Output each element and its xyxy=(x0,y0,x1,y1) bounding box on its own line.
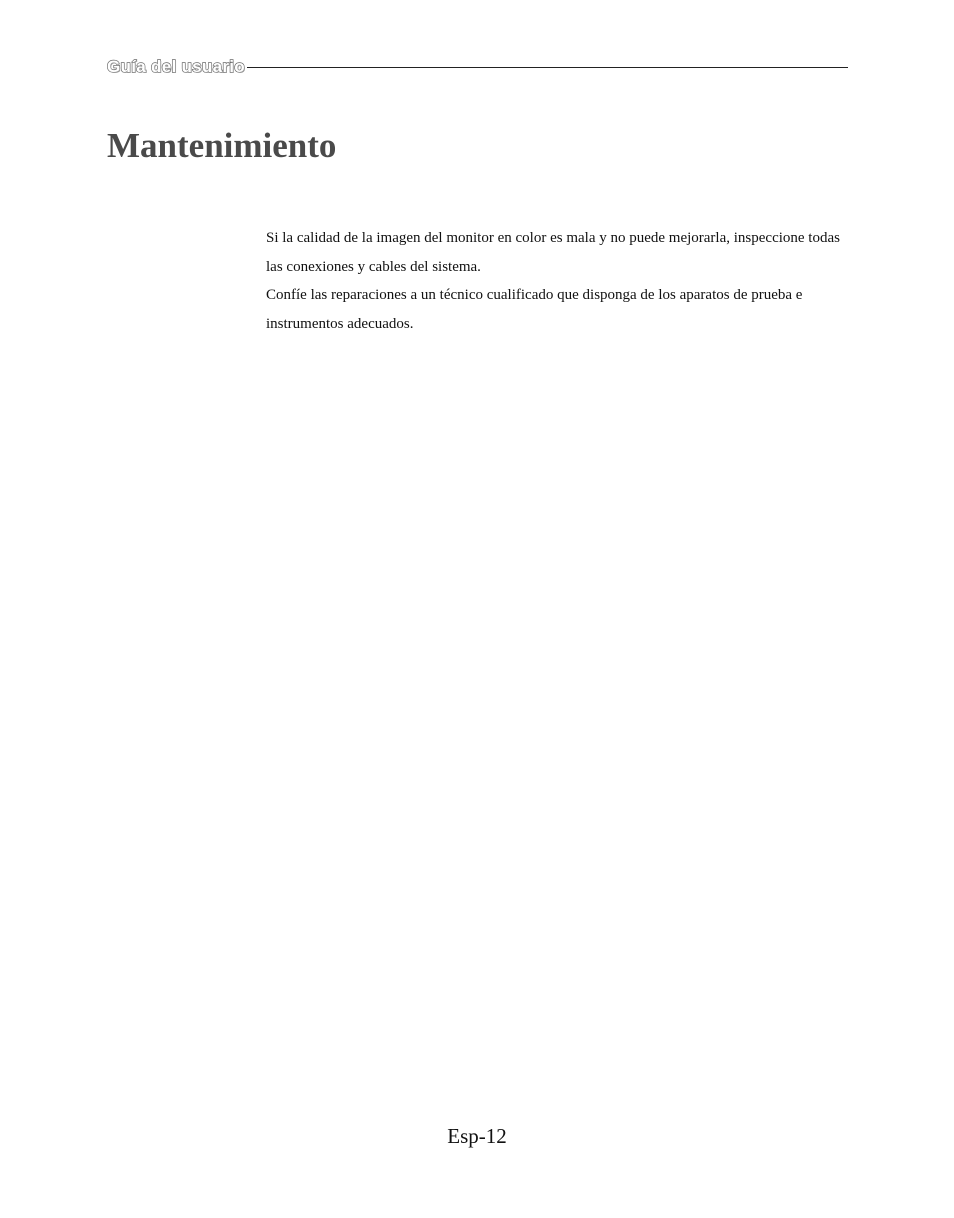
body-text xyxy=(266,224,848,338)
page-title: Mantenimiento xyxy=(107,126,337,165)
running-header xyxy=(107,56,848,78)
page-number: Esp-12 xyxy=(447,1124,507,1148)
paragraph: Confíe las reparaciones a un técnico cualificado que disponga de los aparatos de prueba e instrumentos adecuados. xyxy=(266,287,803,332)
header-rule xyxy=(247,67,848,68)
header-label: Guía del usuario xyxy=(107,57,245,76)
paragraph: Si la calidad de la imagen del monitor en color es mala y no puede mejorarla, inspeccione todas las conexiones y cables del sistema. xyxy=(266,230,840,275)
